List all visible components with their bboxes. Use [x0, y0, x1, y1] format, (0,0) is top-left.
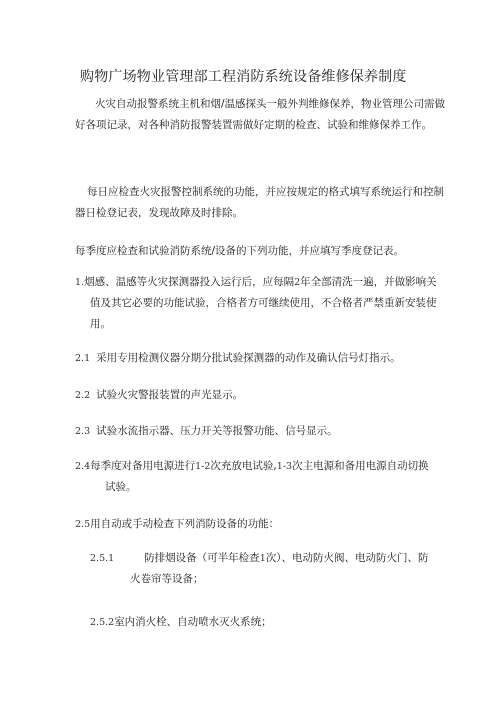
- list-item-line: 试验。: [105, 481, 137, 493]
- list-item-2-5-2: [90, 612, 272, 633]
- list-item-2-5: [75, 514, 279, 535]
- item-number: 2.5.2: [90, 617, 115, 628]
- list-item-2-5-1: [90, 548, 450, 590]
- item-text: 采用专用检测仪器分期分批试验探测器的动作及确认信号灯指示。: [96, 352, 401, 364]
- list-item-line: 2.4每季度对备用电源进行1-2次充放电试验,1-3次主电源和备用电源自动切换: [75, 460, 429, 472]
- item-number: 2.5: [75, 519, 91, 530]
- list-item-line: 用。: [90, 318, 111, 330]
- list-item-2-1: [75, 348, 401, 369]
- list-item-2-2: [75, 385, 243, 406]
- paragraph-daily-check: [75, 182, 450, 224]
- item-number: 2.5.1: [90, 553, 115, 564]
- item-number: 2.1: [75, 353, 91, 364]
- list-item-1: [75, 272, 445, 335]
- list-item-line: 2.5.1 防排烟设备（可半年检查1次）、电动防火阀、电动防火门、防: [90, 552, 429, 564]
- item-text: 室内消火栓、自动喷水灭火系统；: [114, 616, 272, 628]
- paragraph-text: 每日应检查火灾报警控制系统的功能，并应按规定的格式填写系统运行和控制器日检登记表，发现故障及时排除。: [75, 186, 444, 219]
- item-text: 试验火灾警报装置的声光显示。: [96, 389, 244, 401]
- paragraph-alarm-maintenance: [75, 94, 450, 136]
- item-number: 1.: [75, 277, 85, 288]
- item-number: 2.3: [75, 426, 91, 437]
- list-item-line: 1.烟感、温感等火灾探测器投入运行后，应每隔2年全部清洗一遍，并做影响关: [75, 276, 437, 288]
- item-text: 试验水流指示器、压力开关等报警功能、信号显示。: [96, 425, 338, 437]
- paragraph-text: 火灾自动报警系统主机和烟/温感探头一般外判维修保养，物业管理公司需做好各项记录，对各种消防报警装置需做好定期的检查、试验和维修保养工作。: [75, 98, 446, 131]
- item-number: 2.2: [75, 390, 91, 401]
- list-item-2-3: [75, 421, 338, 442]
- document-title: 购物广场物业管理部工程消防系统设备维修保养制度: [80, 69, 407, 85]
- list-item-line: 值及其它必要的功能试验，合格者方可继续使用，不合格者严禁重新安装使: [90, 297, 437, 309]
- paragraph-quarterly-check: 每季度应检查和试验消防系统/设备的下列功能，并应填写季度登记表。: [75, 245, 405, 257]
- list-item-2-4: [75, 456, 455, 498]
- item-text: 用自动或手动检查下列消防设备的功能：: [90, 518, 280, 530]
- list-item-line: 火卷帘等设备；: [130, 573, 204, 585]
- item-number: 2.4: [75, 461, 91, 472]
